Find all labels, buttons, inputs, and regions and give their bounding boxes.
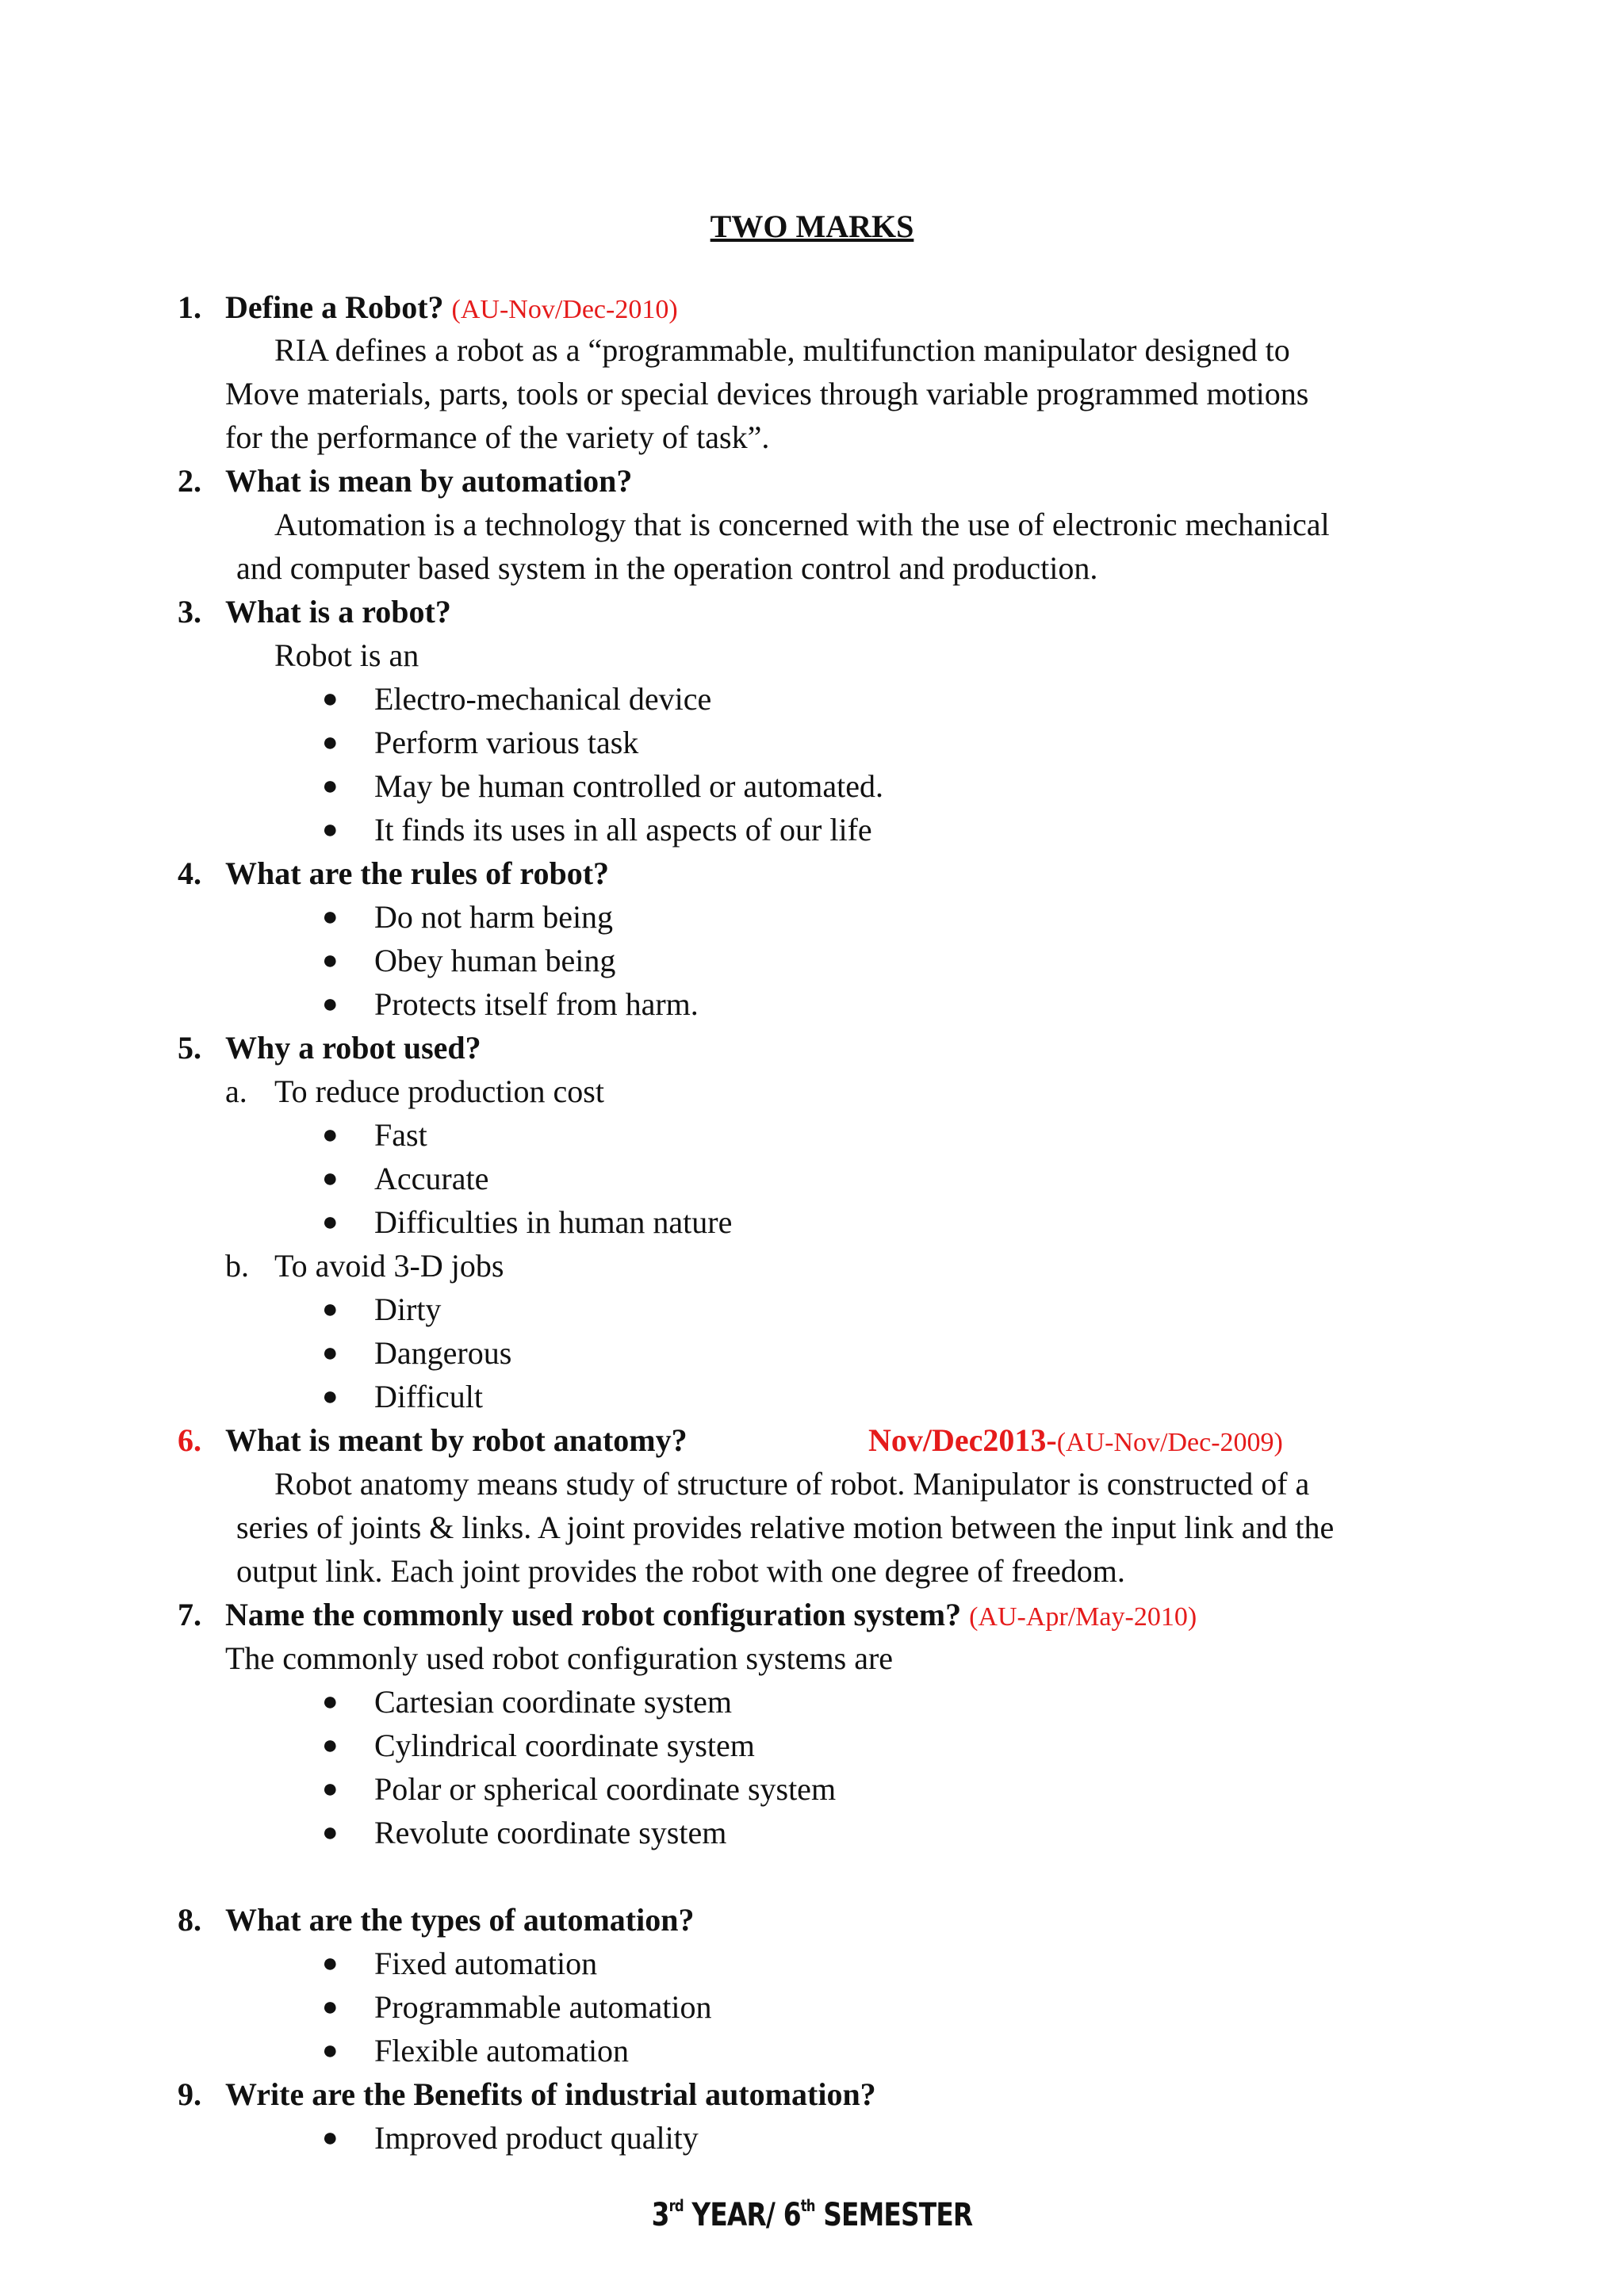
- question-text: Why a robot used?: [225, 1030, 481, 1066]
- question-8: [225, 1901, 694, 1939]
- question-1: [225, 289, 678, 329]
- question-5: [225, 1029, 481, 1067]
- question-number: 1.: [178, 289, 201, 325]
- sub-item-text: To avoid 3-D jobs: [274, 1248, 504, 1284]
- question-text: Define a Robot?: [225, 289, 444, 325]
- bullet-icon: ●: [322, 1687, 339, 1716]
- bullet-icon: ●: [322, 989, 339, 1019]
- bullet-icon: ●: [322, 946, 339, 975]
- bullet-icon: ●: [322, 2036, 339, 2065]
- exam-tag: (AU-Nov/Dec-2010): [451, 295, 678, 324]
- sub-item-label: a.: [225, 1073, 247, 1109]
- question-number: 4.: [178, 855, 201, 891]
- bullet-icon: ●: [322, 771, 339, 801]
- sub-item-text: To reduce production cost: [274, 1073, 604, 1109]
- question-2: [225, 462, 632, 500]
- bullet-icon: ●: [322, 2123, 339, 2152]
- question-6: [225, 1422, 688, 1460]
- bullet-icon: ●: [322, 728, 339, 757]
- answer-line: output link. Each joint provides the robot with one degree of freedom.: [236, 1553, 1125, 1589]
- bullet-icon: ●: [322, 1164, 339, 1193]
- answer-intro: The commonly used robot configuration systems are: [225, 1640, 894, 1676]
- sub-item-label: b.: [225, 1248, 249, 1284]
- question-text: What is a robot?: [225, 594, 451, 629]
- question-number: 9.: [178, 2076, 201, 2112]
- question-9: [225, 2076, 876, 2114]
- bullet-icon: ●: [322, 815, 339, 844]
- bullet-icon: ●: [322, 902, 339, 932]
- question-4: [225, 855, 609, 893]
- question-3: [225, 593, 451, 631]
- bullet-icon: ●: [322, 1731, 339, 1760]
- exam-tag: (AU-Apr/May-2010): [969, 1602, 1197, 1632]
- answer-line: Robot anatomy means study of structure of robot. Manipulator is constructed of a: [274, 1466, 1310, 1502]
- answer-line: for the performance of the variety of task”.: [225, 419, 770, 455]
- question-7: [225, 1596, 1197, 1636]
- question-number: 7.: [178, 1597, 201, 1632]
- question-text: What are the rules of robot?: [225, 855, 610, 891]
- answer-line: Move materials, parts, tools or special devices through variable programmed motions: [225, 376, 1309, 411]
- bullet-icon: ●: [322, 1382, 339, 1411]
- bullet-icon: ●: [322, 1949, 339, 1978]
- bullet-icon: ●: [322, 1992, 339, 2022]
- question-number: 6.: [178, 1422, 201, 1458]
- question-text: Name the commonly used robot configuration system?: [225, 1597, 962, 1632]
- question-number: 3.: [178, 594, 201, 629]
- exam-tag: (AU-Nov/Dec-2009): [1056, 1428, 1283, 1457]
- page-title: TWO MARKS: [710, 209, 914, 244]
- exam-tag-group: [868, 1422, 1283, 1462]
- question-text: What are the types of automation?: [225, 1902, 695, 1938]
- bullet-icon: ●: [322, 1774, 339, 1804]
- question-text: Write are the Benefits of industrial automation?: [225, 2076, 876, 2112]
- question-text: What is meant by robot anatomy?: [225, 1422, 688, 1458]
- bullet-icon: ●: [322, 1207, 339, 1237]
- bullet-icon: ●: [322, 1338, 339, 1368]
- question-number: 8.: [178, 1902, 201, 1938]
- page-footer: 3rd YEAR/ 6th SEMESTER: [651, 2196, 973, 2233]
- answer-line: series of joints & links. A joint provides relative motion between the input link and the: [236, 1510, 1335, 1545]
- question-text: What is mean by automation?: [225, 463, 633, 499]
- question-number: 2.: [178, 463, 201, 499]
- answer-line: Automation is a technology that is concerned with the use of electronic mechanical: [274, 507, 1330, 542]
- bullet-icon: ●: [322, 1295, 339, 1324]
- answer-intro: Robot is an: [274, 637, 419, 673]
- answer-line: and computer based system in the operation control and production.: [236, 550, 1098, 586]
- bullet-icon: ●: [322, 1818, 339, 1847]
- question-number: 5.: [178, 1030, 201, 1066]
- answer-line: RIA defines a robot as a “programmable, multifunction manipulator designed to: [274, 332, 1290, 368]
- exam-tag-highlight: Nov/Dec2013-: [868, 1422, 1057, 1458]
- bullet-icon: ●: [322, 684, 339, 714]
- bullet-icon: ●: [322, 1120, 339, 1150]
